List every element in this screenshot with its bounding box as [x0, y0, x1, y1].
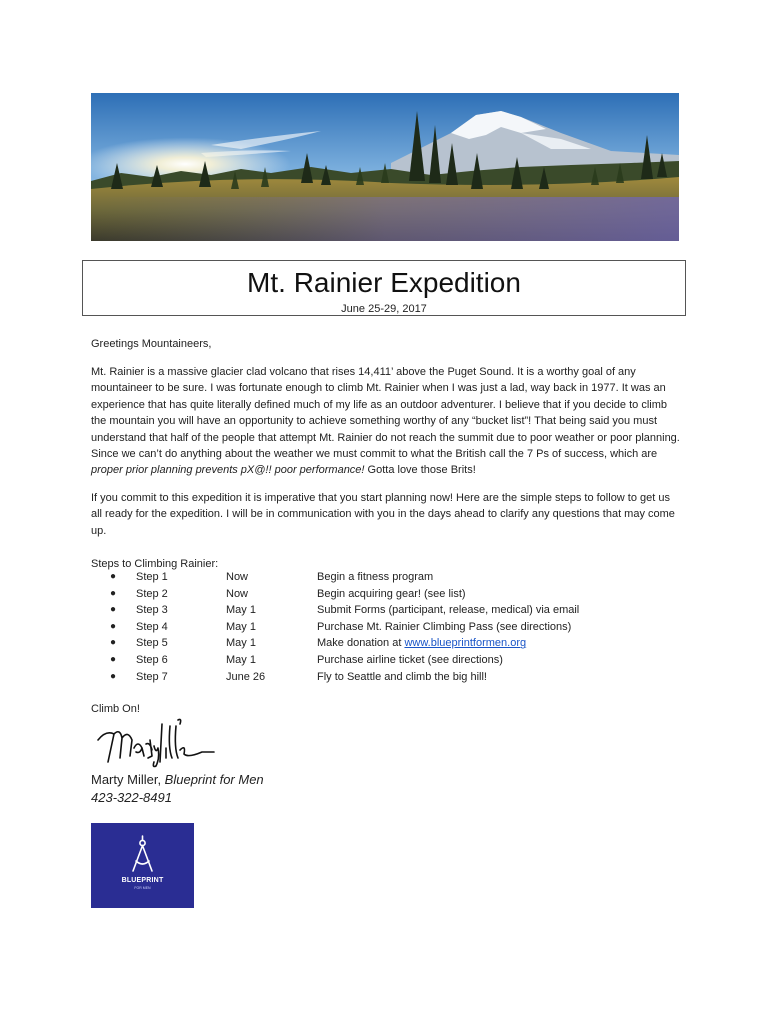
paragraph-commit — [91, 490, 683, 539]
bullet-icon: ● — [110, 571, 117, 582]
signer-name: Marty Miller, — [91, 772, 165, 787]
step-date: May 1 — [226, 604, 256, 617]
step-description — [317, 621, 571, 633]
logo-wordmark: BLUEPRINT — [121, 877, 164, 884]
step-row — [110, 637, 670, 654]
header-photo — [91, 93, 679, 241]
mountain-meadow-photo — [91, 93, 679, 241]
paragraph-intro-emphasis: proper prior planning prevents pX@!! poor performance! — [91, 464, 365, 477]
step-date: June 26 — [226, 670, 266, 683]
step-row — [110, 671, 670, 688]
step-date: May 1 — [226, 653, 256, 666]
step-number: Step 7 — [136, 670, 168, 683]
handwritten-signature — [92, 718, 217, 770]
step-row — [110, 571, 670, 588]
bullet-icon: ● — [110, 670, 117, 682]
step-row — [110, 604, 670, 621]
bullet-icon: ● — [110, 604, 117, 616]
signer-phone: 423-322-8491 — [91, 790, 172, 805]
bullet-icon: ● — [110, 653, 117, 665]
paragraph-intro-text: Mt. Rainier is a massive glacier clad volcano that rises 14,411’ above the Puget Sound. It is a worthy goal of any mountaineer to be sure. I was fortunate enough to climb Mt. Rainier when I was just a lad, way back in 1977. It was an experience that has quite literally defined much of my life as an outdoor adventurer. I believe that if you decide to climb the mountain you will have an opportunity to achieve something worthy of any “bucket list”! That being said you must understand that half of the people that attempt Mt. Rainier do not reach the summit due to poor weather or poor planning. Since we can’t do anything about the weather we must commit to what the British call the 7 Ps of success, which are — [91, 366, 680, 461]
step-number: Step 2 — [136, 587, 168, 600]
compass-icon — [91, 823, 194, 908]
bullet-icon: ● — [110, 637, 117, 649]
step-description-text: Make donation at — [317, 637, 405, 650]
steps-heading: Steps to Climbing Rainier: — [91, 558, 219, 570]
greeting-text: Greetings Mountaineers, — [91, 338, 212, 350]
step-number: Step 5 — [136, 637, 168, 650]
step-description — [317, 604, 579, 616]
step-date: Now — [226, 587, 249, 600]
paragraph-intro-end: Gotta love those Brits! — [364, 464, 476, 477]
step-date: Now — [226, 571, 249, 583]
step-description-text: Begin acquiring gear! (see list) — [317, 587, 466, 600]
bullet-icon: ● — [110, 587, 117, 599]
step-row — [110, 621, 670, 638]
step-description-text: Submit Forms (participant, release, medical) via email — [317, 604, 580, 617]
signer-organization: Blueprint for Men — [164, 772, 264, 787]
signature-name — [91, 772, 264, 787]
page-title: Mt. Rainier Expedition — [247, 267, 521, 298]
step-description-text: Purchase airline ticket (see directions) — [317, 653, 503, 666]
step-number: Step 3 — [136, 604, 168, 617]
closing-text: Climb On! — [91, 703, 140, 715]
step-description-text: Begin a fitness program — [317, 571, 434, 583]
blueprint-logo — [91, 823, 194, 908]
step-description — [317, 637, 526, 649]
steps-list — [110, 571, 670, 687]
step-description-text: Fly to Seattle and climb the big hill! — [317, 670, 487, 683]
step-description — [317, 671, 487, 683]
step-date: May 1 — [226, 620, 256, 633]
logo-subtitle: FOR MEN — [134, 886, 151, 890]
step-row — [110, 588, 670, 605]
step-row — [110, 654, 670, 671]
step-description-text: Purchase Mt. Rainier Climbing Pass (see directions) — [317, 620, 572, 633]
paragraph-commit-text: If you commit to this expedition it is imperative that you start planning now! Here are the simple steps to follow to get us all ready for the expedition. I will be in communication with you in the days ahead to clarify any questions that may come up. — [91, 492, 675, 537]
paragraph-intro — [91, 364, 683, 479]
step-description — [317, 571, 433, 583]
step-description — [317, 654, 503, 666]
step-number: Step 4 — [136, 620, 168, 633]
step-number: Step 6 — [136, 653, 168, 666]
title-box — [82, 260, 686, 316]
bullet-icon: ● — [110, 620, 117, 632]
donation-link[interactable]: www.blueprintformen.org — [404, 637, 527, 650]
step-date: May 1 — [226, 637, 256, 650]
greeting — [91, 336, 683, 352]
step-description — [317, 588, 466, 600]
event-date: June 25-29, 2017 — [341, 303, 427, 315]
step-number: Step 1 — [136, 571, 168, 583]
